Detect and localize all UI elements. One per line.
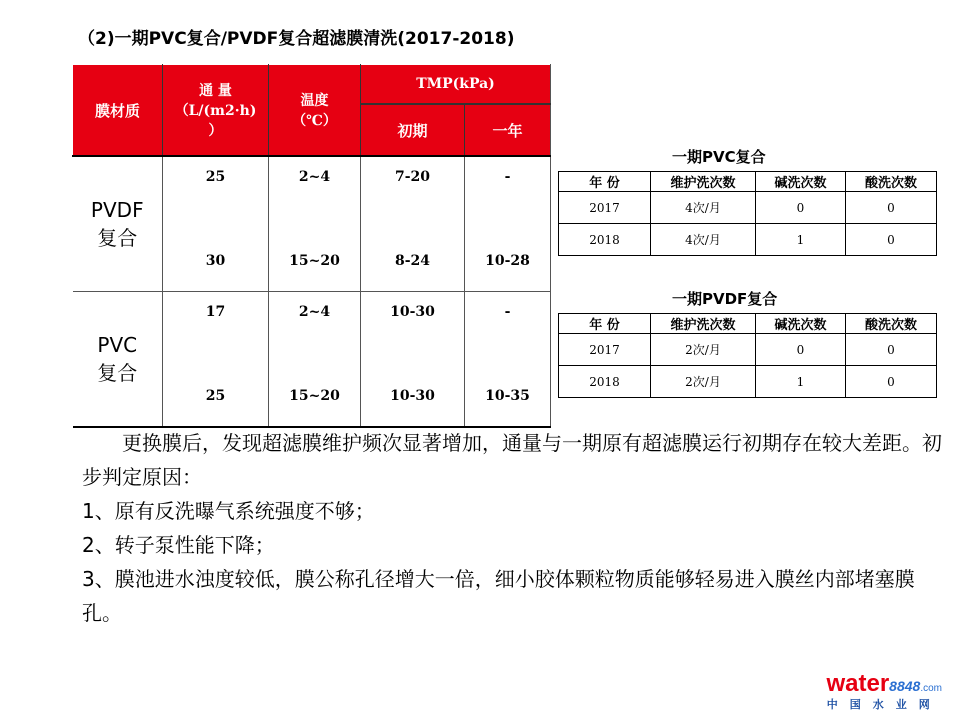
- pvdf-cleaning-table: [558, 313, 937, 398]
- temp-cell: 2~4: [269, 156, 361, 230]
- watermark-number: 8848: [889, 678, 921, 694]
- acid-cell: 0: [846, 334, 937, 366]
- one-year-cell: 10-35: [465, 365, 551, 427]
- membrane-tmp-table: [72, 64, 551, 428]
- header-alkali-wash: 碱洗次数: [756, 314, 846, 334]
- table-row: [559, 224, 937, 256]
- analysis-paragraph: [82, 426, 942, 630]
- acid-cell: 0: [846, 366, 937, 398]
- header-year: 年 份: [559, 314, 651, 334]
- flux-cell: 25: [163, 156, 269, 230]
- watermark-domain: .com: [920, 683, 942, 694]
- alkali-cell: 1: [756, 224, 846, 256]
- flux-cell: 30: [163, 230, 269, 292]
- alkali-cell: 0: [756, 192, 846, 224]
- material-cell: PVDF 复合: [73, 156, 163, 292]
- flux-cell: 17: [163, 292, 269, 366]
- maintenance-cell: 2次/月: [651, 334, 756, 366]
- maintenance-cell: 4次/月: [651, 192, 756, 224]
- one-year-cell: -: [465, 156, 551, 230]
- pvc-cleaning-table: [558, 171, 937, 256]
- year-cell: 2018: [559, 366, 651, 398]
- initial-cell: 10-30: [361, 292, 465, 366]
- initial-cell: 10-30: [361, 365, 465, 427]
- acid-cell: 0: [846, 224, 937, 256]
- watermark-logo: [826, 670, 942, 712]
- header-one-year: 一年: [465, 104, 551, 156]
- table-row: [73, 292, 551, 366]
- header-flux: 通 量 （L/(m2·h) ）: [163, 65, 269, 157]
- header-year: 年 份: [559, 172, 651, 192]
- reason-1: 1、原有反洗曝气系统强度不够；: [82, 499, 375, 523]
- one-year-cell: 10-28: [465, 230, 551, 292]
- material-cell: PVC 复合: [73, 292, 163, 428]
- header-acid-wash: 酸洗次数: [846, 172, 937, 192]
- header-maintenance-wash: 维护洗次数: [651, 172, 756, 192]
- table-row: [559, 192, 937, 224]
- initial-cell: 7-20: [361, 156, 465, 230]
- temp-cell: 15~20: [269, 230, 361, 292]
- header-alkali-wash: 碱洗次数: [756, 172, 846, 192]
- header-temperature: 温度 （℃）: [269, 65, 361, 157]
- table-row: [559, 366, 937, 398]
- watermark-subtitle: 中国水业网: [826, 698, 942, 711]
- header-initial: 初期: [361, 104, 465, 156]
- alkali-cell: 0: [756, 334, 846, 366]
- table-row: [73, 156, 551, 230]
- year-cell: 2017: [559, 334, 651, 366]
- table-row: [559, 334, 937, 366]
- slide-title: （2)一期PVC复合/PVDF复合超滤膜清洗(2017-2018): [78, 29, 515, 49]
- header-tmp: TMP(kPa): [361, 65, 551, 105]
- flux-cell: 25: [163, 365, 269, 427]
- one-year-cell: -: [465, 292, 551, 366]
- temp-cell: 15~20: [269, 365, 361, 427]
- reason-2: 2、转子泵性能下降；: [82, 533, 275, 557]
- maintenance-cell: 2次/月: [651, 366, 756, 398]
- pvdf-table-caption: 一期PVDF复合: [672, 290, 778, 308]
- header-material: 膜材质: [73, 65, 163, 157]
- acid-cell: 0: [846, 192, 937, 224]
- reason-3: 3、膜池进水浊度较低，膜公称孔径增大一倍，细小胶体颗粒物质能够轻易进入膜丝内部堵塞膜孔。: [82, 567, 915, 625]
- header-acid-wash: 酸洗次数: [846, 314, 937, 334]
- watermark-brand: water: [826, 670, 890, 697]
- pvc-table-caption: 一期PVC复合: [672, 148, 766, 166]
- year-cell: 2017: [559, 192, 651, 224]
- alkali-cell: 1: [756, 366, 846, 398]
- maintenance-cell: 4次/月: [651, 224, 756, 256]
- paragraph-intro: 更换膜后，发现超滤膜维护频次显著增加，通量与一期原有超滤膜运行初期存在较大差距。初步判定原因：: [82, 431, 942, 489]
- initial-cell: 8-24: [361, 230, 465, 292]
- header-maintenance-wash: 维护洗次数: [651, 314, 756, 334]
- year-cell: 2018: [559, 224, 651, 256]
- temp-cell: 2~4: [269, 292, 361, 366]
